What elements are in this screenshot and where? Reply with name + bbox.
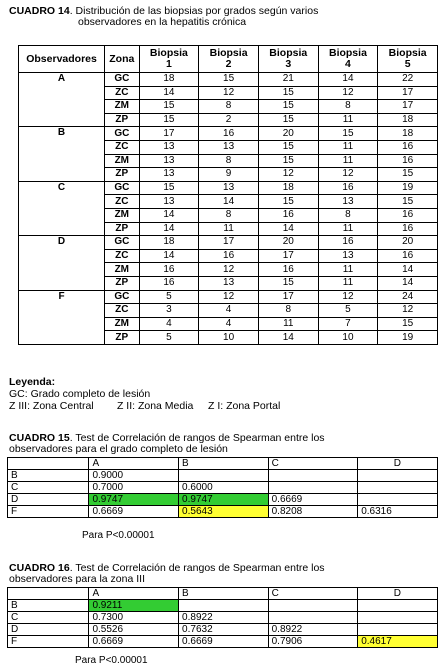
cuadro15-label: CUADRO 15 bbox=[9, 432, 70, 444]
observer-cell bbox=[19, 140, 105, 154]
biopsia-cell: 13 bbox=[318, 195, 378, 209]
zona-cell: GC bbox=[105, 181, 139, 195]
column-header: Biopsia 4 bbox=[318, 46, 378, 73]
observer-cell bbox=[19, 331, 105, 345]
column-header: C bbox=[268, 588, 358, 600]
biopsia-cell: 15 bbox=[378, 195, 438, 209]
row-header: B bbox=[8, 600, 89, 612]
zona-cell: ZC bbox=[105, 86, 139, 100]
biopsia-cell: 16 bbox=[318, 181, 378, 195]
zona-cell: ZC bbox=[105, 249, 139, 263]
biopsia-cell: 16 bbox=[199, 249, 259, 263]
correlation-cell: 0.7300 bbox=[89, 612, 179, 624]
correlation-cell bbox=[268, 470, 358, 482]
correlation-cell: 0.9211 bbox=[89, 600, 179, 612]
biopsia-cell: 8 bbox=[199, 100, 259, 114]
row-header: B bbox=[8, 470, 89, 482]
observer-cell bbox=[19, 195, 105, 209]
biopsia-cell: 15 bbox=[258, 154, 318, 168]
zona-cell: ZP bbox=[105, 331, 139, 345]
row-header: C bbox=[8, 612, 89, 624]
biopsia-cell: 15 bbox=[199, 73, 259, 87]
biopsia-cell: 17 bbox=[378, 100, 438, 114]
table-header-row bbox=[8, 458, 438, 470]
biopsia-cell: 17 bbox=[258, 249, 318, 263]
correlation-cell: 0.7632 bbox=[179, 624, 269, 636]
biopsia-cell: 16 bbox=[318, 236, 378, 250]
zona-cell: ZC bbox=[105, 140, 139, 154]
biopsia-cell: 8 bbox=[318, 208, 378, 222]
biopsia-cell: 15 bbox=[258, 100, 318, 114]
biopsia-cell: 14 bbox=[378, 276, 438, 290]
biopsia-cell: 15 bbox=[378, 317, 438, 331]
biopsia-cell: 13 bbox=[139, 168, 199, 182]
zona-cell: ZM bbox=[105, 208, 139, 222]
correlation-cell bbox=[358, 470, 438, 482]
observer-cell bbox=[19, 304, 105, 318]
biopsia-cell: 12 bbox=[258, 168, 318, 182]
biopsia-cell: 14 bbox=[258, 331, 318, 345]
biopsia-cell: 7 bbox=[318, 317, 378, 331]
zona-cell: ZP bbox=[105, 276, 139, 290]
biopsia-cell: 11 bbox=[199, 222, 259, 236]
legend-line-2: Z III: Zona Central Z II: Zona Media Z I: Zona Portal bbox=[9, 400, 281, 412]
cuadro16-title: . Test de Correlación de rangos de Spearman entre los bbox=[69, 562, 325, 574]
biopsia-cell: 11 bbox=[318, 263, 378, 277]
table-row bbox=[19, 100, 438, 114]
zona-cell: GC bbox=[105, 73, 139, 87]
biopsia-cell: 14 bbox=[318, 73, 378, 87]
column-header: A bbox=[89, 588, 179, 600]
biopsia-cell: 8 bbox=[258, 304, 318, 318]
table-row bbox=[19, 263, 438, 277]
biopsia-cell: 24 bbox=[378, 290, 438, 304]
observer-cell bbox=[19, 208, 105, 222]
correlation-cell: 0.8922 bbox=[268, 624, 358, 636]
zona-cell: ZC bbox=[105, 304, 139, 318]
biopsia-cell: 5 bbox=[139, 331, 199, 345]
table-row bbox=[19, 331, 438, 345]
biopsia-cell: 17 bbox=[199, 236, 259, 250]
table-row bbox=[19, 317, 438, 331]
table-row bbox=[8, 482, 438, 494]
table-row bbox=[19, 276, 438, 290]
table-row bbox=[19, 113, 438, 127]
observer-label: A bbox=[19, 73, 105, 87]
table-row bbox=[19, 140, 438, 154]
correlation-cell bbox=[268, 600, 358, 612]
zona-cell: ZC bbox=[105, 195, 139, 209]
legend bbox=[9, 376, 280, 412]
observer-label: B bbox=[19, 127, 105, 141]
correlation-cell: 0.5643 bbox=[179, 506, 269, 518]
column-header: Observadores bbox=[19, 46, 105, 73]
correlation-cell: 0.6000 bbox=[179, 482, 269, 494]
biopsia-cell: 18 bbox=[378, 127, 438, 141]
table-row bbox=[19, 181, 438, 195]
biopsia-cell: 15 bbox=[258, 140, 318, 154]
cuadro15-note: Para P<0.00001 bbox=[82, 530, 155, 541]
biopsia-cell: 15 bbox=[139, 113, 199, 127]
table-row bbox=[19, 168, 438, 182]
biopsia-cell: 13 bbox=[318, 249, 378, 263]
biopsia-cell: 8 bbox=[199, 154, 259, 168]
biopsia-cell: 14 bbox=[139, 249, 199, 263]
table-row bbox=[8, 624, 438, 636]
biopsia-cell: 14 bbox=[139, 86, 199, 100]
biopsia-cell: 14 bbox=[139, 222, 199, 236]
zona-cell: GC bbox=[105, 127, 139, 141]
zona-cell: ZM bbox=[105, 154, 139, 168]
cuadro16-table bbox=[7, 587, 438, 648]
biopsia-cell: 14 bbox=[258, 222, 318, 236]
observer-cell bbox=[19, 113, 105, 127]
biopsia-cell: 18 bbox=[139, 236, 199, 250]
observer-cell bbox=[19, 100, 105, 114]
biopsia-cell: 12 bbox=[318, 290, 378, 304]
biopsia-cell: 13 bbox=[199, 276, 259, 290]
correlation-cell bbox=[358, 600, 438, 612]
biopsia-cell: 16 bbox=[199, 127, 259, 141]
biopsia-cell: 16 bbox=[258, 208, 318, 222]
cuadro16-note: Para P<0.00001 bbox=[75, 656, 148, 664]
correlation-cell bbox=[179, 600, 269, 612]
biopsia-cell: 15 bbox=[258, 113, 318, 127]
biopsia-cell: 11 bbox=[258, 317, 318, 331]
row-header: D bbox=[8, 494, 89, 506]
biopsia-cell: 18 bbox=[139, 73, 199, 87]
biopsia-cell: 14 bbox=[378, 263, 438, 277]
zona-cell: GC bbox=[105, 236, 139, 250]
table-row bbox=[19, 73, 438, 87]
correlation-cell: 0.9747 bbox=[179, 494, 269, 506]
correlation-cell: 0.9000 bbox=[89, 470, 179, 482]
table-row bbox=[19, 86, 438, 100]
cuadro15-title: . Test de Correlación de rangos de Spearman entre los bbox=[69, 432, 325, 444]
table-row bbox=[19, 249, 438, 263]
biopsia-cell: 4 bbox=[139, 317, 199, 331]
biopsia-cell: 12 bbox=[318, 168, 378, 182]
biopsia-cell: 21 bbox=[258, 73, 318, 87]
table-row bbox=[19, 222, 438, 236]
biopsia-cell: 2 bbox=[199, 113, 259, 127]
table-row bbox=[19, 290, 438, 304]
correlation-cell: 0.6316 bbox=[358, 506, 438, 518]
biopsia-cell: 16 bbox=[378, 249, 438, 263]
table-row bbox=[8, 470, 438, 482]
observer-cell bbox=[19, 222, 105, 236]
biopsia-cell: 12 bbox=[318, 86, 378, 100]
biopsia-cell: 18 bbox=[378, 113, 438, 127]
biopsia-cell: 13 bbox=[139, 140, 199, 154]
column-header: B bbox=[179, 458, 269, 470]
biopsia-cell: 20 bbox=[378, 236, 438, 250]
table-header-row bbox=[19, 46, 438, 73]
biopsia-cell: 13 bbox=[199, 181, 259, 195]
biopsia-cell: 9 bbox=[199, 168, 259, 182]
biopsia-cell: 19 bbox=[378, 331, 438, 345]
table-row bbox=[8, 600, 438, 612]
row-header: C bbox=[8, 482, 89, 494]
biopsia-cell: 12 bbox=[378, 304, 438, 318]
column-header: Biopsia 3 bbox=[258, 46, 318, 73]
row-header: F bbox=[8, 636, 89, 648]
correlation-cell: 0.6669 bbox=[89, 636, 179, 648]
row-header: D bbox=[8, 624, 89, 636]
legend-line-1: GC: Grado completo de lesión bbox=[9, 388, 151, 400]
cuadro14-title-line2: observadores en la hepatitis crónica bbox=[78, 16, 247, 28]
biopsia-cell: 15 bbox=[258, 86, 318, 100]
correlation-cell: 0.5526 bbox=[89, 624, 179, 636]
biopsia-cell: 13 bbox=[139, 154, 199, 168]
table-row bbox=[19, 127, 438, 141]
biopsia-cell: 12 bbox=[199, 86, 259, 100]
corner-cell bbox=[8, 588, 89, 600]
observer-label: C bbox=[19, 181, 105, 195]
cuadro14-table bbox=[18, 45, 438, 345]
correlation-cell: 0.9747 bbox=[89, 494, 179, 506]
biopsia-cell: 18 bbox=[258, 181, 318, 195]
column-header: Biopsia 5 bbox=[378, 46, 438, 73]
table-row bbox=[8, 612, 438, 624]
table-row bbox=[19, 208, 438, 222]
biopsia-cell: 14 bbox=[139, 208, 199, 222]
cuadro15-caption bbox=[9, 433, 325, 455]
biopsia-cell: 8 bbox=[199, 208, 259, 222]
zona-cell: ZM bbox=[105, 100, 139, 114]
biopsia-cell: 14 bbox=[199, 195, 259, 209]
row-header: F bbox=[8, 506, 89, 518]
biopsia-cell: 11 bbox=[318, 154, 378, 168]
table-row bbox=[19, 195, 438, 209]
correlation-cell bbox=[179, 470, 269, 482]
column-header: D bbox=[358, 458, 438, 470]
correlation-cell bbox=[358, 624, 438, 636]
zona-cell: ZP bbox=[105, 113, 139, 127]
biopsia-cell: 15 bbox=[139, 181, 199, 195]
biopsia-cell: 13 bbox=[199, 140, 259, 154]
biopsia-cell: 11 bbox=[318, 276, 378, 290]
table-row bbox=[19, 236, 438, 250]
table-header-row bbox=[8, 588, 438, 600]
cuadro14-title: . Distribución de las biopsias por grados según varios bbox=[69, 5, 319, 17]
biopsia-cell: 16 bbox=[378, 222, 438, 236]
cuadro16-title-line2: observadores para la zona III bbox=[9, 573, 145, 585]
legend-title: Leyenda: bbox=[9, 376, 56, 388]
biopsia-cell: 16 bbox=[378, 154, 438, 168]
column-header: Zona bbox=[105, 46, 139, 73]
biopsia-cell: 4 bbox=[199, 317, 259, 331]
biopsia-cell: 10 bbox=[199, 331, 259, 345]
biopsia-cell: 3 bbox=[139, 304, 199, 318]
biopsia-cell: 16 bbox=[139, 263, 199, 277]
correlation-cell bbox=[358, 612, 438, 624]
correlation-cell: 0.7000 bbox=[89, 482, 179, 494]
biopsia-cell: 17 bbox=[378, 86, 438, 100]
cuadro15-table bbox=[7, 457, 438, 518]
biopsia-cell: 11 bbox=[318, 222, 378, 236]
observer-cell bbox=[19, 317, 105, 331]
observer-label: D bbox=[19, 236, 105, 250]
biopsia-cell: 5 bbox=[318, 304, 378, 318]
zona-cell: ZP bbox=[105, 222, 139, 236]
correlation-cell bbox=[358, 482, 438, 494]
biopsia-cell: 10 bbox=[318, 331, 378, 345]
table-row bbox=[19, 304, 438, 318]
biopsia-cell: 13 bbox=[139, 195, 199, 209]
zona-cell: ZP bbox=[105, 168, 139, 182]
cuadro16-label: CUADRO 16 bbox=[9, 562, 70, 574]
observer-cell bbox=[19, 86, 105, 100]
biopsia-cell: 22 bbox=[378, 73, 438, 87]
biopsia-cell: 15 bbox=[258, 195, 318, 209]
correlation-cell: 0.6669 bbox=[89, 506, 179, 518]
table-row bbox=[8, 494, 438, 506]
observer-cell bbox=[19, 276, 105, 290]
column-header: C bbox=[268, 458, 358, 470]
zona-cell: GC bbox=[105, 290, 139, 304]
column-header: Biopsia 2 bbox=[199, 46, 259, 73]
correlation-cell: 0.7906 bbox=[268, 636, 358, 648]
observer-cell bbox=[19, 168, 105, 182]
cuadro14-caption bbox=[9, 6, 318, 28]
corner-cell bbox=[8, 458, 89, 470]
biopsia-cell: 20 bbox=[258, 236, 318, 250]
observer-cell bbox=[19, 249, 105, 263]
biopsia-cell: 17 bbox=[139, 127, 199, 141]
biopsia-cell: 16 bbox=[378, 208, 438, 222]
table-row bbox=[8, 636, 438, 648]
column-header: A bbox=[89, 458, 179, 470]
column-header: B bbox=[179, 588, 269, 600]
table-row bbox=[19, 154, 438, 168]
correlation-cell bbox=[268, 612, 358, 624]
biopsia-cell: 11 bbox=[318, 140, 378, 154]
biopsia-cell: 12 bbox=[199, 290, 259, 304]
biopsia-cell: 16 bbox=[258, 263, 318, 277]
biopsia-cell: 17 bbox=[258, 290, 318, 304]
zona-cell: ZM bbox=[105, 263, 139, 277]
biopsia-cell: 19 bbox=[378, 181, 438, 195]
biopsia-cell: 16 bbox=[378, 140, 438, 154]
correlation-cell: 0.4617 bbox=[358, 636, 438, 648]
biopsia-cell: 15 bbox=[318, 127, 378, 141]
biopsia-cell: 8 bbox=[318, 100, 378, 114]
biopsia-cell: 4 bbox=[199, 304, 259, 318]
biopsia-cell: 15 bbox=[258, 276, 318, 290]
biopsia-cell: 15 bbox=[378, 168, 438, 182]
observer-cell bbox=[19, 154, 105, 168]
correlation-cell: 0.8922 bbox=[179, 612, 269, 624]
table-row bbox=[8, 506, 438, 518]
biopsia-cell: 15 bbox=[139, 100, 199, 114]
observer-cell bbox=[19, 263, 105, 277]
correlation-cell bbox=[268, 482, 358, 494]
biopsia-cell: 11 bbox=[318, 113, 378, 127]
biopsia-cell: 12 bbox=[199, 263, 259, 277]
zona-cell: ZM bbox=[105, 317, 139, 331]
correlation-cell bbox=[358, 494, 438, 506]
correlation-cell: 0.6669 bbox=[179, 636, 269, 648]
biopsia-cell: 20 bbox=[258, 127, 318, 141]
cuadro16-caption bbox=[9, 563, 325, 585]
correlation-cell: 0.8208 bbox=[268, 506, 358, 518]
cuadro15-title-line2: observadores para el grado completo de lesión bbox=[9, 443, 228, 455]
observer-label: F bbox=[19, 290, 105, 304]
biopsia-cell: 16 bbox=[139, 276, 199, 290]
column-header: Biopsia 1 bbox=[139, 46, 199, 73]
cuadro14-label: CUADRO 14 bbox=[9, 5, 70, 17]
column-header: D bbox=[358, 588, 438, 600]
correlation-cell: 0.6669 bbox=[268, 494, 358, 506]
biopsia-cell: 5 bbox=[139, 290, 199, 304]
